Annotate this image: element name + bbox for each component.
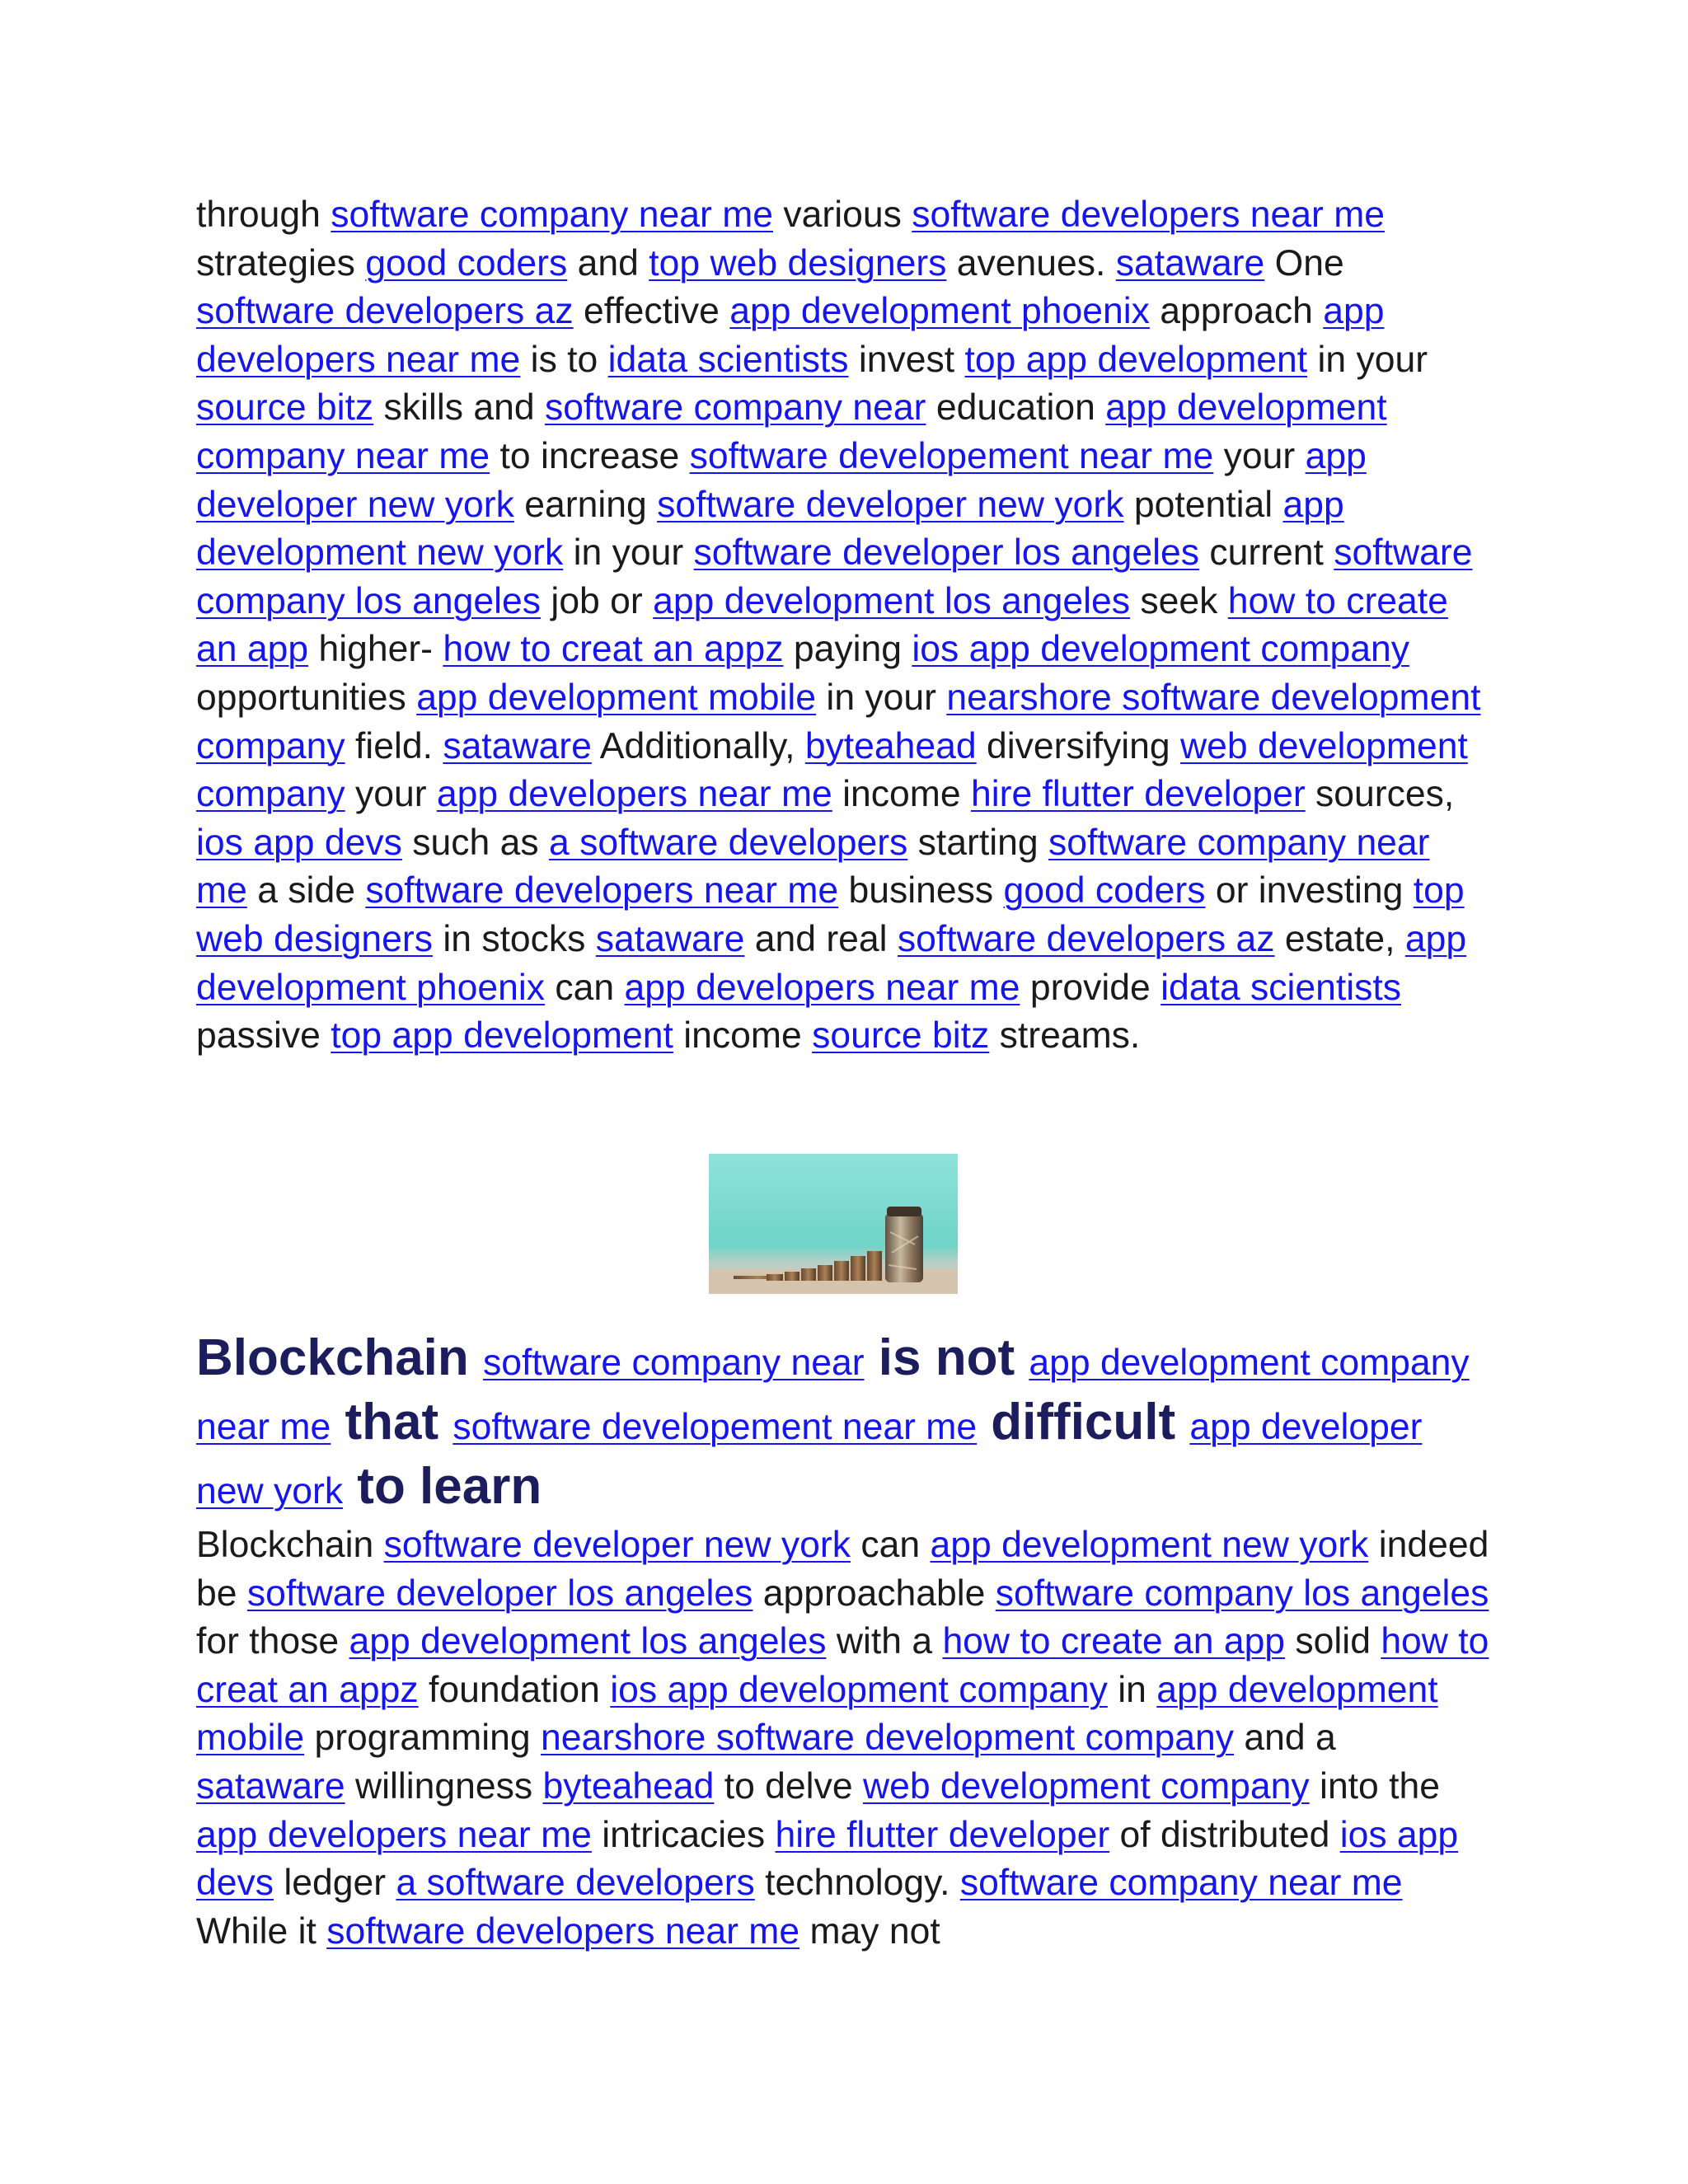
inline-link[interactable]: software developer new york	[657, 484, 1124, 525]
inline-link[interactable]: app development company	[1029, 1343, 1470, 1383]
inline-link[interactable]: software developers az	[196, 291, 574, 332]
inline-link[interactable]: good coders	[365, 242, 568, 284]
body-text: earning	[513, 484, 658, 525]
body-text: strategies	[196, 242, 366, 284]
inline-link[interactable]: software developement near me	[452, 1407, 978, 1447]
inline-link[interactable]: ios app development company	[912, 629, 1409, 670]
inline-link[interactable]: app developers near me	[196, 291, 1385, 380]
body-text: in your	[563, 532, 694, 574]
body-text: paying	[783, 629, 912, 670]
inline-link[interactable]: ios app devs	[196, 1814, 1459, 1904]
body-text: intricacies	[591, 1814, 776, 1855]
body-text: skills and	[373, 387, 545, 429]
body-text: and a	[1234, 1718, 1336, 1759]
inline-link[interactable]: app development los angeles	[653, 580, 1131, 621]
inline-link[interactable]: nearshore software development company	[196, 677, 1481, 766]
inline-link[interactable]: software developers near me	[326, 1910, 800, 1952]
body-text: income	[673, 1015, 813, 1057]
inline-link[interactable]: app development company near me	[196, 387, 1387, 476]
body-text: field.	[345, 725, 443, 766]
body-text: potential	[1123, 484, 1283, 525]
inline-link[interactable]: software developer los angeles	[246, 1572, 753, 1614]
inline-link[interactable]: byteahead	[804, 725, 977, 766]
inline-link[interactable]: app development phoenix	[196, 918, 1467, 1008]
inline-link[interactable]: web development company	[862, 1765, 1310, 1807]
body-text: in stocks	[432, 918, 596, 959]
body-text: provide	[1020, 967, 1161, 1008]
inline-link[interactable]: nearshore software development company	[540, 1718, 1235, 1759]
body-text: of distributed	[1109, 1814, 1340, 1855]
body-text: your	[1213, 435, 1306, 476]
inline-link[interactable]: new york	[196, 1471, 344, 1511]
inline-link[interactable]: app development new york	[196, 484, 1344, 574]
inline-link[interactable]: app developers near me	[196, 1814, 592, 1855]
body-text: your	[345, 774, 437, 815]
body-text: to delve	[714, 1765, 863, 1807]
inline-link[interactable]: a software developers	[548, 822, 908, 863]
body-text: streams.	[989, 1015, 1141, 1057]
body-text: programming	[304, 1718, 541, 1759]
heading-text: is not	[864, 1329, 1029, 1386]
body-text: passive	[196, 1015, 331, 1057]
body-text: Additionally,	[591, 725, 805, 766]
body-text: invest	[848, 339, 965, 380]
paragraph-blockchain	[196, 1521, 1490, 1956]
inline-link[interactable]: a software developers	[396, 1863, 755, 1904]
body-text: approach	[1149, 291, 1324, 332]
inline-link[interactable]: software company near me	[331, 194, 774, 235]
body-text: can	[851, 1525, 931, 1565]
inline-link[interactable]: software developer new york	[383, 1525, 851, 1565]
coin-stacks-jar-photo	[709, 1154, 958, 1294]
body-text: income	[832, 774, 971, 815]
body-text: approachable	[753, 1572, 996, 1614]
body-text: higher-	[308, 629, 443, 670]
body-text: or investing	[1205, 870, 1414, 912]
inline-link[interactable]: app developers near me	[624, 967, 1020, 1008]
body-text: in your	[1307, 339, 1428, 380]
body-text: into the	[1309, 1765, 1441, 1807]
inline-link[interactable]: software developer los angeles	[693, 532, 1200, 574]
inline-link[interactable]: how to create an app	[942, 1621, 1286, 1662]
inline-link[interactable]: idata scientists	[607, 339, 849, 380]
inline-link[interactable]: software company los angeles	[995, 1572, 1489, 1614]
inline-link[interactable]: byteahead	[542, 1765, 715, 1807]
body-text: current	[1199, 532, 1334, 574]
body-text: can	[545, 967, 625, 1008]
body-text: solid	[1285, 1621, 1381, 1662]
heading-text: to learn	[343, 1458, 542, 1515]
inline-link[interactable]: software developers near me	[365, 870, 839, 912]
inline-link[interactable]: sataware	[595, 918, 745, 959]
inline-link[interactable]: source bitz	[812, 1015, 990, 1057]
body-text: various	[773, 194, 912, 235]
body-text: and	[567, 242, 649, 284]
inline-link[interactable]: app development los angeles	[349, 1621, 827, 1662]
inline-link[interactable]: sataware	[196, 1765, 345, 1807]
inline-link[interactable]: near me	[196, 1407, 331, 1447]
paragraph-income	[196, 191, 1490, 1061]
body-text: Blockchain	[196, 1525, 384, 1565]
inline-link[interactable]: top app development	[331, 1015, 673, 1057]
inline-link[interactable]: software developement near me	[689, 435, 1214, 476]
body-text: technology.	[754, 1863, 960, 1904]
inline-link[interactable]: idata scientists	[1160, 967, 1402, 1008]
body-text: opportunities	[196, 677, 417, 718]
body-text: starting	[907, 822, 1048, 863]
inline-link[interactable]: software company near	[483, 1343, 865, 1383]
inline-link[interactable]: top web designers	[196, 870, 1465, 959]
inline-link[interactable]: ios app devs	[196, 822, 402, 863]
body-text: seek	[1130, 580, 1228, 621]
body-text: willingness	[345, 1765, 543, 1807]
body-text: avenues.	[946, 242, 1116, 284]
inline-link[interactable]: software developers az	[897, 918, 1275, 959]
body-text: job or	[541, 580, 654, 621]
inline-link[interactable]: how to create an app	[196, 580, 1448, 670]
inline-link[interactable]: software developers near me	[912, 194, 1386, 235]
body-text: with a	[826, 1621, 943, 1662]
inline-link[interactable]: software company near	[544, 387, 926, 429]
inline-link[interactable]: app development mobile	[416, 677, 817, 718]
heading-text: that	[331, 1394, 453, 1451]
body-text: in	[1107, 1669, 1157, 1710]
body-text: sources,	[1305, 774, 1455, 815]
body-text: business	[838, 870, 1004, 912]
inline-link[interactable]: app development new york	[930, 1525, 1369, 1565]
heading-text: difficult	[977, 1394, 1190, 1451]
inline-link[interactable]: hire flutter developer	[970, 774, 1306, 815]
inline-link[interactable]: app development mobile	[196, 1669, 1438, 1759]
inline-link[interactable]: sataware	[1115, 242, 1265, 284]
inline-link[interactable]: app developers near me	[436, 774, 832, 815]
inline-link[interactable]: hire flutter developer	[775, 1814, 1110, 1855]
body-text: through	[196, 194, 331, 235]
inline-link[interactable]: top web designers	[649, 242, 947, 284]
body-text: such as	[401, 822, 549, 863]
body-text: While it	[196, 1910, 327, 1952]
section-heading	[196, 1329, 1482, 1521]
body-text: for those	[196, 1621, 349, 1662]
body-text: education	[926, 387, 1106, 429]
inline-link[interactable]: ios app development company	[610, 1669, 1108, 1710]
body-text: diversifying	[976, 725, 1180, 766]
body-text: and real	[744, 918, 898, 959]
inline-link[interactable]: source bitz	[196, 387, 374, 429]
inline-link[interactable]: how to creat an appz	[443, 629, 784, 670]
body-text: indeed be	[196, 1525, 1489, 1614]
body-text: to increase	[490, 435, 690, 476]
body-text: ledger	[274, 1863, 396, 1904]
body-text: a side	[246, 870, 366, 912]
inline-link[interactable]: top app development	[964, 339, 1308, 380]
heading-text: Blockchain	[196, 1329, 483, 1386]
body-text: One	[1264, 242, 1344, 284]
body-text: in your	[816, 677, 947, 718]
body-text: effective	[573, 291, 730, 332]
inline-link[interactable]: app developer new york	[196, 435, 1367, 525]
body-text: is to	[520, 339, 608, 380]
inline-link[interactable]: app developer	[1189, 1407, 1423, 1447]
inline-link[interactable]: software company near me	[196, 822, 1430, 912]
inline-link[interactable]: good coders	[1003, 870, 1206, 912]
inline-link[interactable]: software company los angeles	[196, 532, 1473, 621]
body-text: estate,	[1274, 918, 1405, 959]
body-text: foundation	[418, 1669, 611, 1710]
body-text: may not	[799, 1910, 940, 1952]
inline-link[interactable]: app development phoenix	[729, 291, 1150, 332]
inline-link[interactable]: sataware	[443, 725, 592, 766]
inline-link[interactable]: how to creat an appz	[196, 1621, 1489, 1710]
inline-link[interactable]: web development company	[196, 725, 1468, 815]
inline-link[interactable]: software company near me	[959, 1863, 1403, 1904]
